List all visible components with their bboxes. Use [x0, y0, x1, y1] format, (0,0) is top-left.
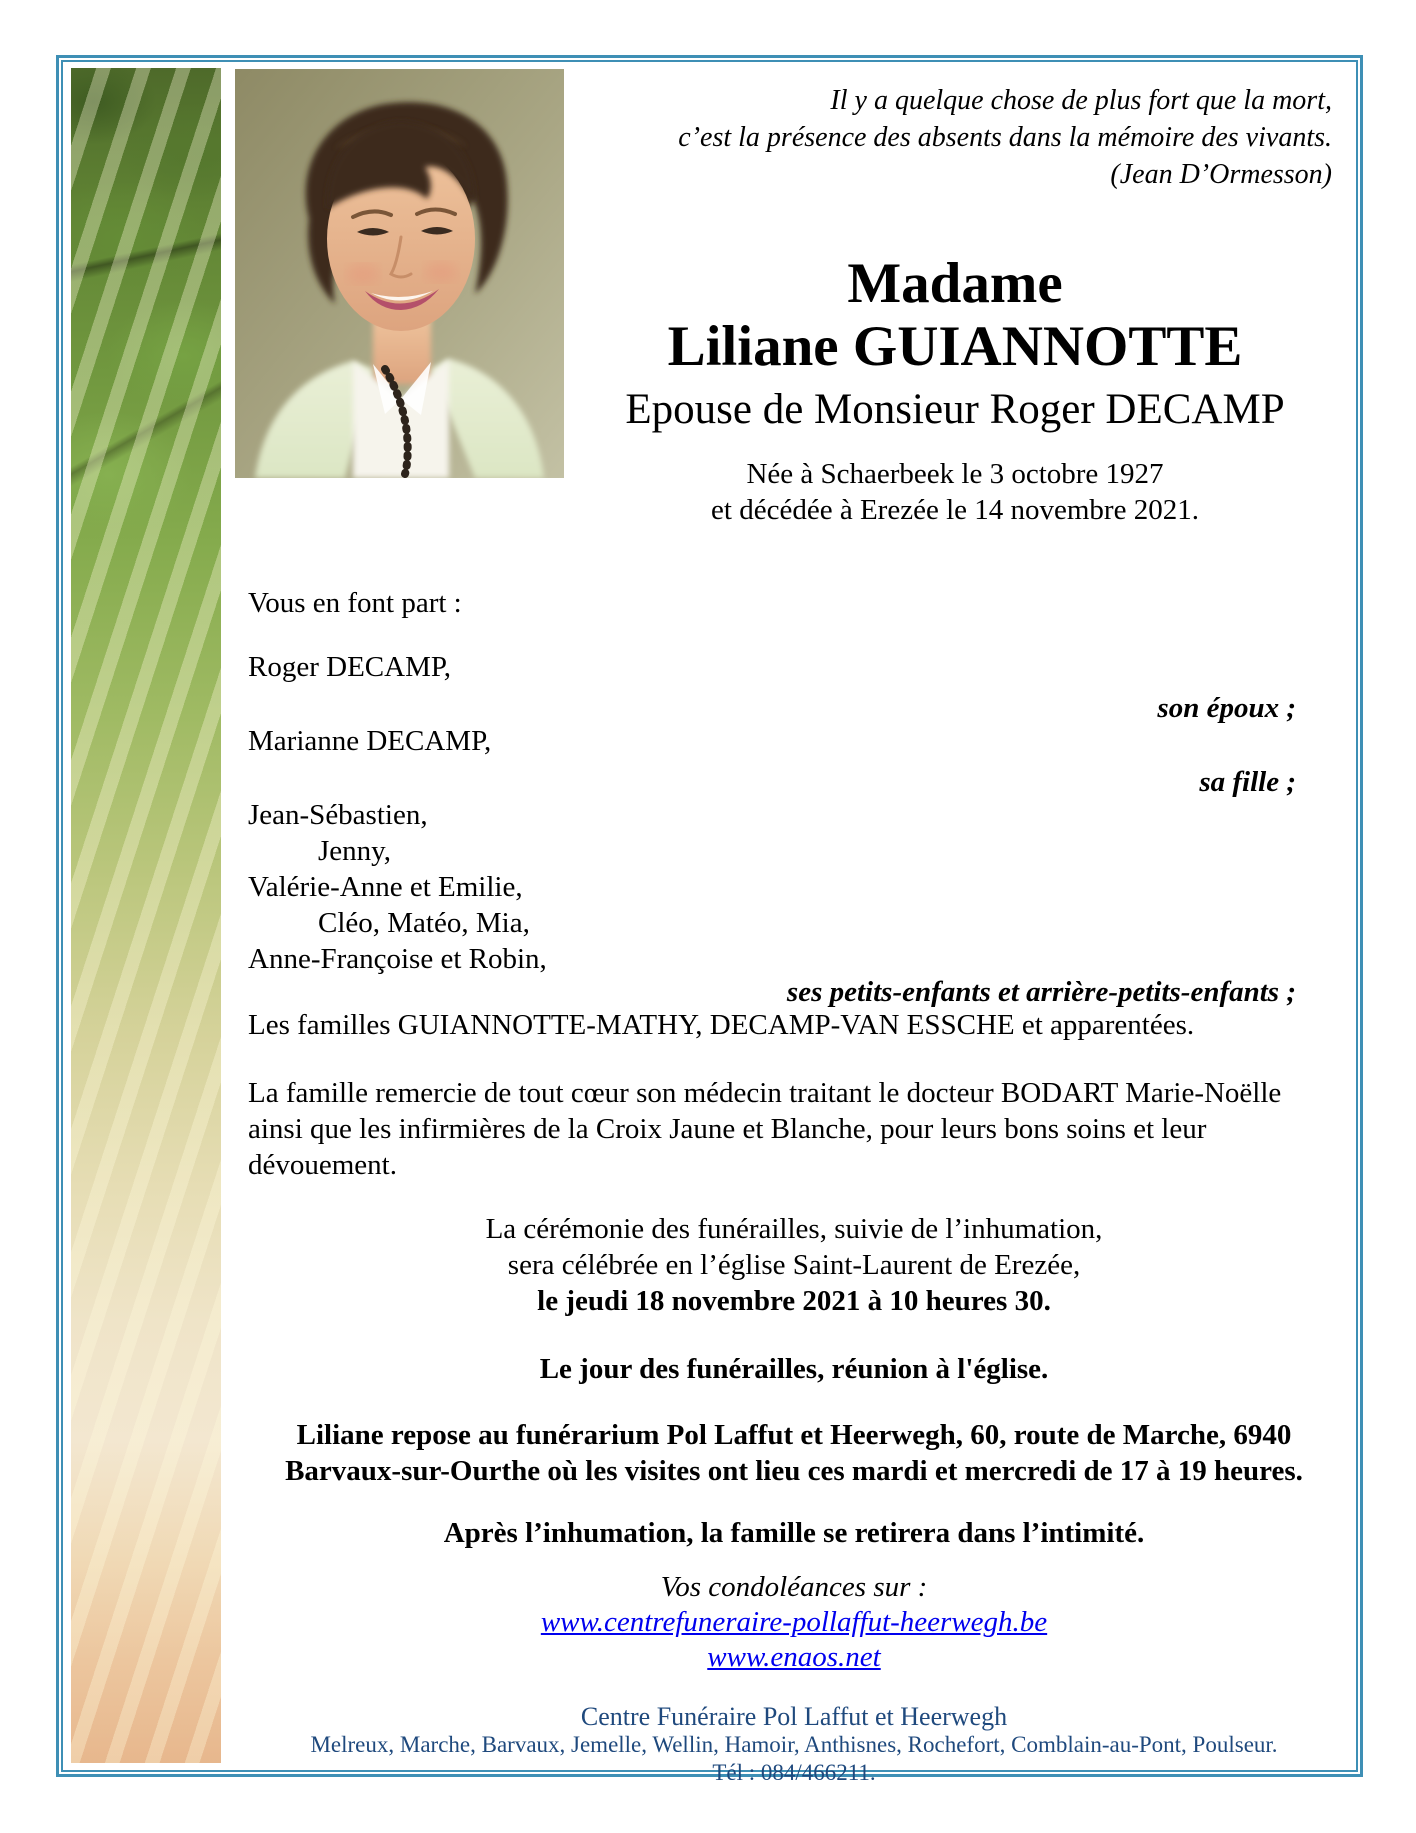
death-line: et décédée à Erezée le 14 novembre 2021.	[711, 494, 1199, 526]
grandchild-5: Anne-Françoise et Robin,	[248, 943, 547, 975]
condolences-link-funeraire[interactable]: www.centrefuneraire-pollaffut-heerwegh.be	[540, 1606, 1048, 1638]
ceremony-line-1: La cérémonie des funérailles, suivie de l’inhumation,	[485, 1213, 1103, 1245]
deceased-name: Liliane GUIANNOTTE	[667, 315, 1243, 378]
quote-line-2: c’est la présence des absents dans la mémoire des vivants.	[678, 122, 1332, 153]
forest-path-photo	[71, 68, 221, 1763]
funeral-home-footer	[248, 1703, 1340, 1787]
footer-phone: Tél : 084/466211.	[712, 1760, 876, 1785]
condolences-label: Vos condoléances sur :	[660, 1571, 928, 1603]
ceremony-line-3: le jeudi 18 novembre 2021 à 10 heures 30.	[537, 1285, 1051, 1317]
footer-company: Centre Funéraire Pol Laffut et Heerwegh	[580, 1702, 1008, 1731]
grandchild-1: Jean-Sébastien,	[248, 799, 428, 831]
quote-line-3: (Jean D’Ormesson)	[1110, 159, 1332, 190]
name-husband: Roger DECAMP,	[248, 651, 452, 683]
role-grandchildren: ses petits-enfants et arrière-petits-enfants ;	[786, 976, 1296, 1008]
grandchild-4: Cléo, Matéo, Mia,	[318, 907, 530, 939]
announcement-body	[248, 585, 1340, 1787]
quote-line-1: Il y a quelque chose de plus fort que la mort,	[830, 85, 1332, 116]
title-madame: Madame	[847, 252, 1063, 315]
portrait-photo	[235, 69, 564, 478]
repose-paragraph: Liliane repose au funérarium Pol Laffut et Heerwegh, 60, route de Marche, 6940 Barvaux-sur-Ourthe où les visites ont lieu ces mardi et mercredi de 17 à 19 heures.	[285, 1419, 1303, 1487]
memorial-quote	[600, 82, 1332, 193]
reunion-line: Le jour des funérailles, réunion à l'église.	[539, 1353, 1049, 1385]
ceremony-block	[248, 1211, 1340, 1319]
thanks-paragraph: La famille remercie de tout cœur son médecin traitant le docteur BODART Marie-Noëlle ainsi que les infirmières de la Croix Jaune et Blanche, pour leurs bons soins et leur dévouement.	[248, 1077, 1282, 1181]
condolences-link-enaos[interactable]: www.enaos.net	[707, 1641, 881, 1673]
intimite-line: Après l’inhumation, la famille se retirera dans l’intimité.	[443, 1517, 1145, 1549]
role-husband: son époux ;	[1157, 692, 1296, 724]
intro-line: Vous en font part :	[248, 587, 462, 619]
grandchild-3: Valérie-Anne et Emilie,	[248, 871, 523, 903]
ceremony-line-2: sera célébrée en l’église Saint-Laurent de Erezée,	[507, 1249, 1081, 1281]
footer-cities: Melreux, Marche, Barvaux, Jemelle, Wellin, Hamoir, Anthisnes, Rochefort, Comblain-au-Pont, Poulseur.	[310, 1732, 1278, 1757]
birth-line: Née à Schaerbeek le 3 octobre 1927	[746, 458, 1164, 490]
title-block	[570, 252, 1340, 528]
families-line: Les familles GUIANNOTTE-MATHY, DECAMP-VAN ESSCHE et apparentées.	[248, 1009, 1195, 1041]
spouse-line: Epouse de Monsieur Roger DECAMP	[625, 386, 1285, 433]
role-daughter: sa fille ;	[1199, 766, 1296, 798]
name-daughter: Marianne DECAMP,	[248, 725, 492, 757]
grandchild-2: Jenny,	[318, 835, 392, 867]
portrait-illustration	[235, 69, 564, 478]
